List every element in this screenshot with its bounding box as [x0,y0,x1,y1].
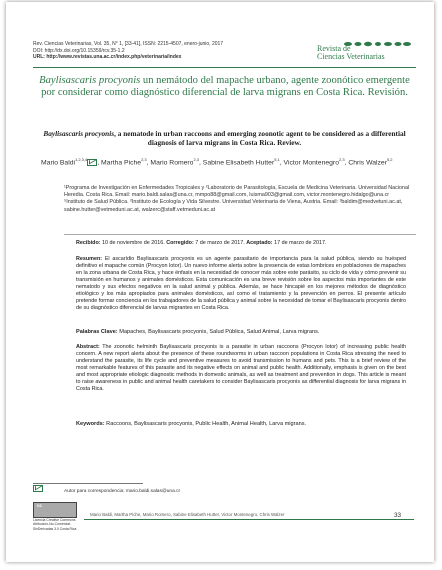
palabras-text: Mapaches, Baylisascaris procyonis, Salud Pública, Salud Animal, Larva migrans. [117,329,320,335]
resumen-block [76,256,406,312]
journal-name-line1: Revista de [317,44,351,53]
accepted-date: 17 de marzo de 2017. [272,240,327,246]
envelope-icon [33,485,43,492]
header-divider [33,67,416,68]
resumen-label: Resumen: [76,256,103,262]
affiliation-1: ¹Programa de Investigación en Enfermedades Tropicales y ²Laboratorio de Parasitología, Escuela de Medicina Veterinaria. Universidad Nacional Heredia. Costa Rica. Email: mario.baldi.salas@una.cr, mmpo88@gmail.com, luisma903@gmail.com, victor.montenegro.hidalgo@una.cr [64,185,410,199]
author-3: , Mario Romero [146,159,194,167]
keywords-label: Keywords: [76,421,105,427]
author-4: , Sabine Elisabeth Hutter [199,159,275,167]
journal-name-line2: Ciencias Veterinarias [317,52,385,61]
envelope-icon [87,159,97,166]
received-label: Recibido: [76,240,101,246]
abstract-text: The zoonotic helminth Baylisascaris procyonis is a parasite in urban raccoons (Procyon lotor) of increasing public health concern. A new report alerts about the presence of these roundworms in urban raccoon populations in Costa Rica stressing the need to understand the parasite, its life cycle and preventive measures to avoid transmission to humans and pets. This is a brief review of the most remarkable features of this parasite and its negative effects on animal and public health. Additionally, emphasis is given on the best and most appropriate etiologic diagnostic methods in domestic animals, as well as treatment and prevention in dogs. This article is meant to raise awareness in public and animal health caretakers to consider Baylisascaris procyonis as differential diagnosis for larva migrans in Costa Rica. [76,344,406,392]
dates-divider [64,234,416,235]
correspondence-email[interactable]: mario.baldi.salas@una.cr [125,489,181,494]
journal-logo-text [317,45,385,61]
header-url[interactable]: URL: http://www.revistas.una.ac.cr/index.php/veterinaria/index [33,54,182,61]
corrected-label: Corregido: [166,240,194,246]
author-6-sup: 5,2 [386,157,393,162]
page-number: 33 [394,512,402,519]
palabras-clave [76,329,406,336]
article-dates [76,240,416,247]
title-es-rest: un nemátodo del mapache urbano, agente zoonótico emergente por considerar como diagnóstico diferencial de larva migrans en Costa Rica. Revisión. [41,75,410,99]
author-3-sup: 2,3 [193,157,200,162]
footer-authors: Mario Baldi, Martha Piche, Mario Romero, Sabine Elisabeth Hutter, Victor Montenegro, Chris Walzer [90,512,285,517]
received-date: 10 de noviembre de 2016. [100,240,167,246]
author-5: , Victor Montenegro [279,159,339,167]
footnote-divider [33,483,143,484]
abstract-label: Abstract: [76,344,100,350]
title-english [33,129,416,147]
affiliation-2: ⁵Instituto de Salud Pública. ²Instituto de Ecología y Vida Silvestre. Universidad Veterinaria de Viena, Austria. Email: ³baldim@medvetuni.ac.at, sabine.hutter@vetmeduni.ac.at, walzerc@staff.vetmeduni.ac.at [64,199,403,213]
correspondence-label: Autor para correspondencia: [64,489,126,494]
correspondence [64,489,180,494]
author-2: , Martha Piche [97,159,142,167]
keywords [76,421,406,428]
header-doi: DOI: http://dx.doi.org/10.15359/rcv.35-1.2 [33,47,125,54]
title-spanish [33,75,416,99]
title-en-rest: , a nematode in urban raccoons and emerging zoonotic agent to be considered as a differential diagnosis of larva migrans in Costa Rica. Review. [114,129,406,148]
author-6: , Chris Walzer [344,159,387,167]
author-2-sup: 2,3 [141,157,147,162]
resumen-text: El ascarídio Baylisascaris procyonis es un agente parasitario de importancia para la salud pública, siendo su huésped definitivo el mapache común (Procyon lotor). Un nuevo informe alerta sobre la presencia de estas lombrices en poblaciones de mapaches en la zona urbana de Costa Rica, y hace énfasis en la necesidad de conocer más sobre este parásito, su ciclo de vida y cómo prevenir su transmisión en humanos y animales domésticos. Esta comunicación es una breve revisión sobre los aspectos más importantes de este nematodo y sus efectos negativos en la salud animal y pública. Además, se hace hincapié en los mejores métodos de diagnóstico etiológico y los más apropiados para animales domésticos, así como el tratamiento y la prevención en perros. El presente artículo pretende formar conciencia en los trabajadores de la salud pública y animal sobre la necesidad de tomar el Baylisascaris procyonis dentro de su diagnóstico diferencial de larvas migrantes en Costa Rica. [76,256,406,311]
license-text: Licencia Creative Commons Atribución-No-Comercial-SinDerivadas 3.0 Costa Rica [33,518,77,531]
cc-badge-text: cc [37,503,43,508]
abstract-block [76,344,406,393]
author-4-sup: 5,1 [274,157,280,162]
author-1: Mario Baldi [41,159,75,167]
title-en-species: Baylisascaris procyonis [43,129,115,138]
palabras-label: Palabras Clave: [76,329,118,335]
keywords-text: Raccoons, Baylisascaris procyonis, Public Health, Animal Health, Larva migrans. [104,421,307,427]
journal-header [33,41,313,61]
header-citation: Rev. Ciencias Veterinarias, Vol. 35, N° 1, [33-41], ISSN: 2215-4507, enero-junio, 2017 [33,41,224,47]
affiliations [64,185,416,214]
accepted-label: Aceptado: [246,240,273,246]
cc-license-badge[interactable] [33,502,77,518]
title-es-species: Baylisascaris procyonis [39,75,141,86]
paper-page [6,2,434,562]
corrected-date: 7 de marzo de 2017. [193,240,247,246]
author-1-sup: 1,2,3,4 [75,157,88,162]
footer-divider [84,519,414,520]
author-5-sup: 2,3 [338,157,345,162]
author-list [41,155,416,168]
